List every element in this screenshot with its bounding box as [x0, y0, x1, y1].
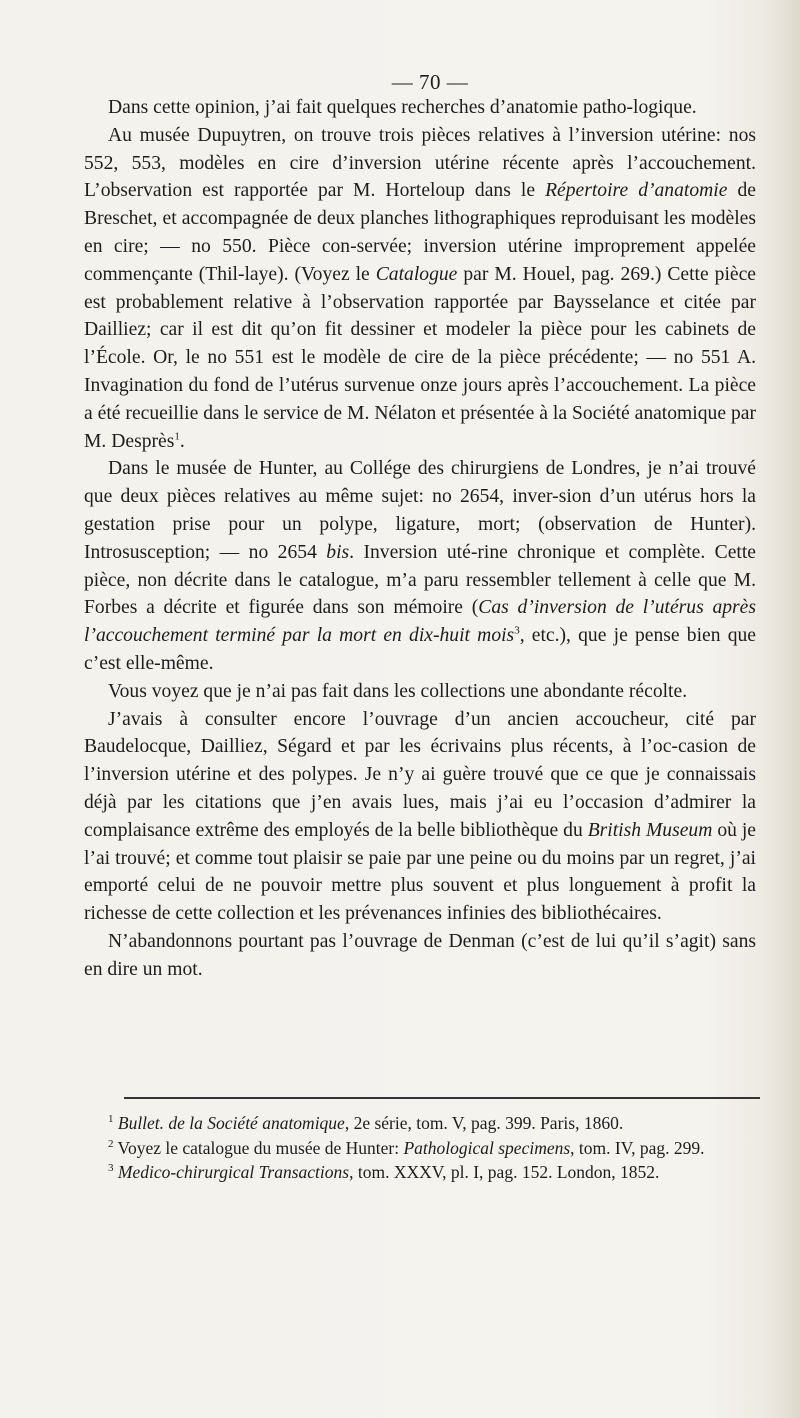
footnote — [84, 1136, 760, 1161]
italic-title: Catalogue — [375, 263, 458, 285]
footnote-ref: 3 — [514, 624, 520, 637]
italic-title: British Museum — [587, 819, 713, 841]
paragraph-text: Vous voyez que je n’ai pas fait dans les collections une abondante récolte. — [108, 680, 688, 702]
body-text — [84, 94, 756, 984]
footnote-ref: 1 — [174, 430, 180, 443]
page-number: — 70 — — [391, 70, 469, 94]
footnote-text: , tom. IV, pag. 299. — [570, 1137, 705, 1158]
footnote-number: 1 — [108, 1113, 114, 1126]
footnote-italic: Bullet. de la Société anatomique — [117, 1113, 345, 1133]
paragraph-text: . — [179, 430, 185, 452]
footnote — [84, 1111, 760, 1136]
footnote-number: 2 — [108, 1137, 114, 1150]
paragraph — [84, 122, 756, 456]
paragraph-text: par M. Houel, pag. 269.) Cette pièce est probablement relative à l’observation rapportée par Baysselance et citée par Dailliez; car il est dit qu’on fit dessiner et modeler la pièce pour les cabinets de l’École. Or, le no 551 est le modèle de cire de la pièce précédente; — no 551 A. Invagination du fond de l’utérus survenue onze jours après l’accouchement. La pièce a été recueillie dans le service de M. Nélaton et présentée à la Société anatomique par M. Desprès — [84, 263, 756, 452]
paragraph — [84, 94, 756, 122]
paragraph-text: Au musée Dupuytren, on trouve trois pièces relatives à l’inversion utérine: nos 552, 553, modèles en cire d’inversion utérine récente après l’accouchement. L’observation est rapportée par M. Horteloup dans le — [84, 124, 756, 202]
paragraph — [84, 455, 756, 677]
footnote-text: , 2e série, tom. V, pag. 399. Paris, 1860. — [344, 1113, 624, 1133]
footnote-italic: Medico-chirurgical Transactions — [117, 1162, 350, 1182]
paragraph-text: Dans le musée de Hunter, au Collége des chirurgiens de Londres, je n’ai trouvé que deux pièces relatives au même sujet: no 2654, inver-sion d’un utérus hors la gestation prise pour un polype, ligature, mort; (observation de Hunter). Introsusception; — no 2654 — [84, 458, 756, 563]
italic-title: Répertoire d’anatomie — [545, 180, 728, 202]
paragraph-text: Dans cette opinion, j’ai fait quelques recherches d’anatomie patho-logique. — [108, 97, 697, 118]
footnote-italic: Pathological specimens — [403, 1137, 571, 1158]
footnote — [84, 1160, 760, 1185]
italic-title: Cas d’inversion de l’utérus après l’accouchement terminé par la mort en dix-huit mois — [84, 597, 756, 647]
footnote-text: , tom. XXXV, pl. I, pag. 152. London, 1852. — [349, 1162, 660, 1182]
footnote-divider — [124, 1097, 760, 1099]
footnote-number: 3 — [108, 1162, 114, 1175]
paragraph-text: J’avais à consulter encore l’ouvrage d’un ancien accoucheur, cité par Baudelocque, Dailliez, Ségard et par les écrivains plus récents, à l’oc-casion de l’inversion utérine et des polypes. Je n’y ai guère trouvé que ce que je connaissais déjà par les citations que j’en avais lues, mais j’ai eu l’occasion d’admirer la complaisance extrême des employés de la belle bibliothèque du — [84, 708, 756, 841]
paragraph — [84, 706, 756, 928]
italic-word: bis — [326, 541, 350, 563]
paragraph — [84, 928, 756, 984]
paragraph — [84, 678, 756, 706]
paragraph-text: N’abandonnons pourtant pas l’ouvrage de Denman (c’est de lui qu’il s’agit) sans en dire un mot. — [84, 930, 756, 980]
footnotes — [84, 1111, 760, 1185]
paragraph-text: , etc.), que je pense bien que c’est elle-même. — [84, 625, 756, 674]
paragraph-text: où je l’ai trouvé; et comme tout plaisir se paie par une peine ou du moins par un regret, j’ai emporté celui de ne pouvoir mettre plus souvent et plus longuement à profit la richesse de cette collection et les prévenances infinies des bibliothécaires. — [84, 819, 756, 925]
paragraph-text: . Inversion uté-rine chronique et complète. Cette pièce, non décrite dans le catalogue, m’a paru ressembler tellement à celle que M. Forbes a décrite et figurée dans son mémoire ( — [84, 541, 757, 619]
paragraph-text: de Breschet, et accompagnée de deux planches lithographiques reproduisant les modèles en cire; — no 550. Pièce con-servée; inversion utérine improprement appelée commençante (Thil-laye). (Voyez le — [84, 180, 756, 285]
footnote-text: Voyez le catalogue du musée de Hunter: — [113, 1137, 404, 1158]
